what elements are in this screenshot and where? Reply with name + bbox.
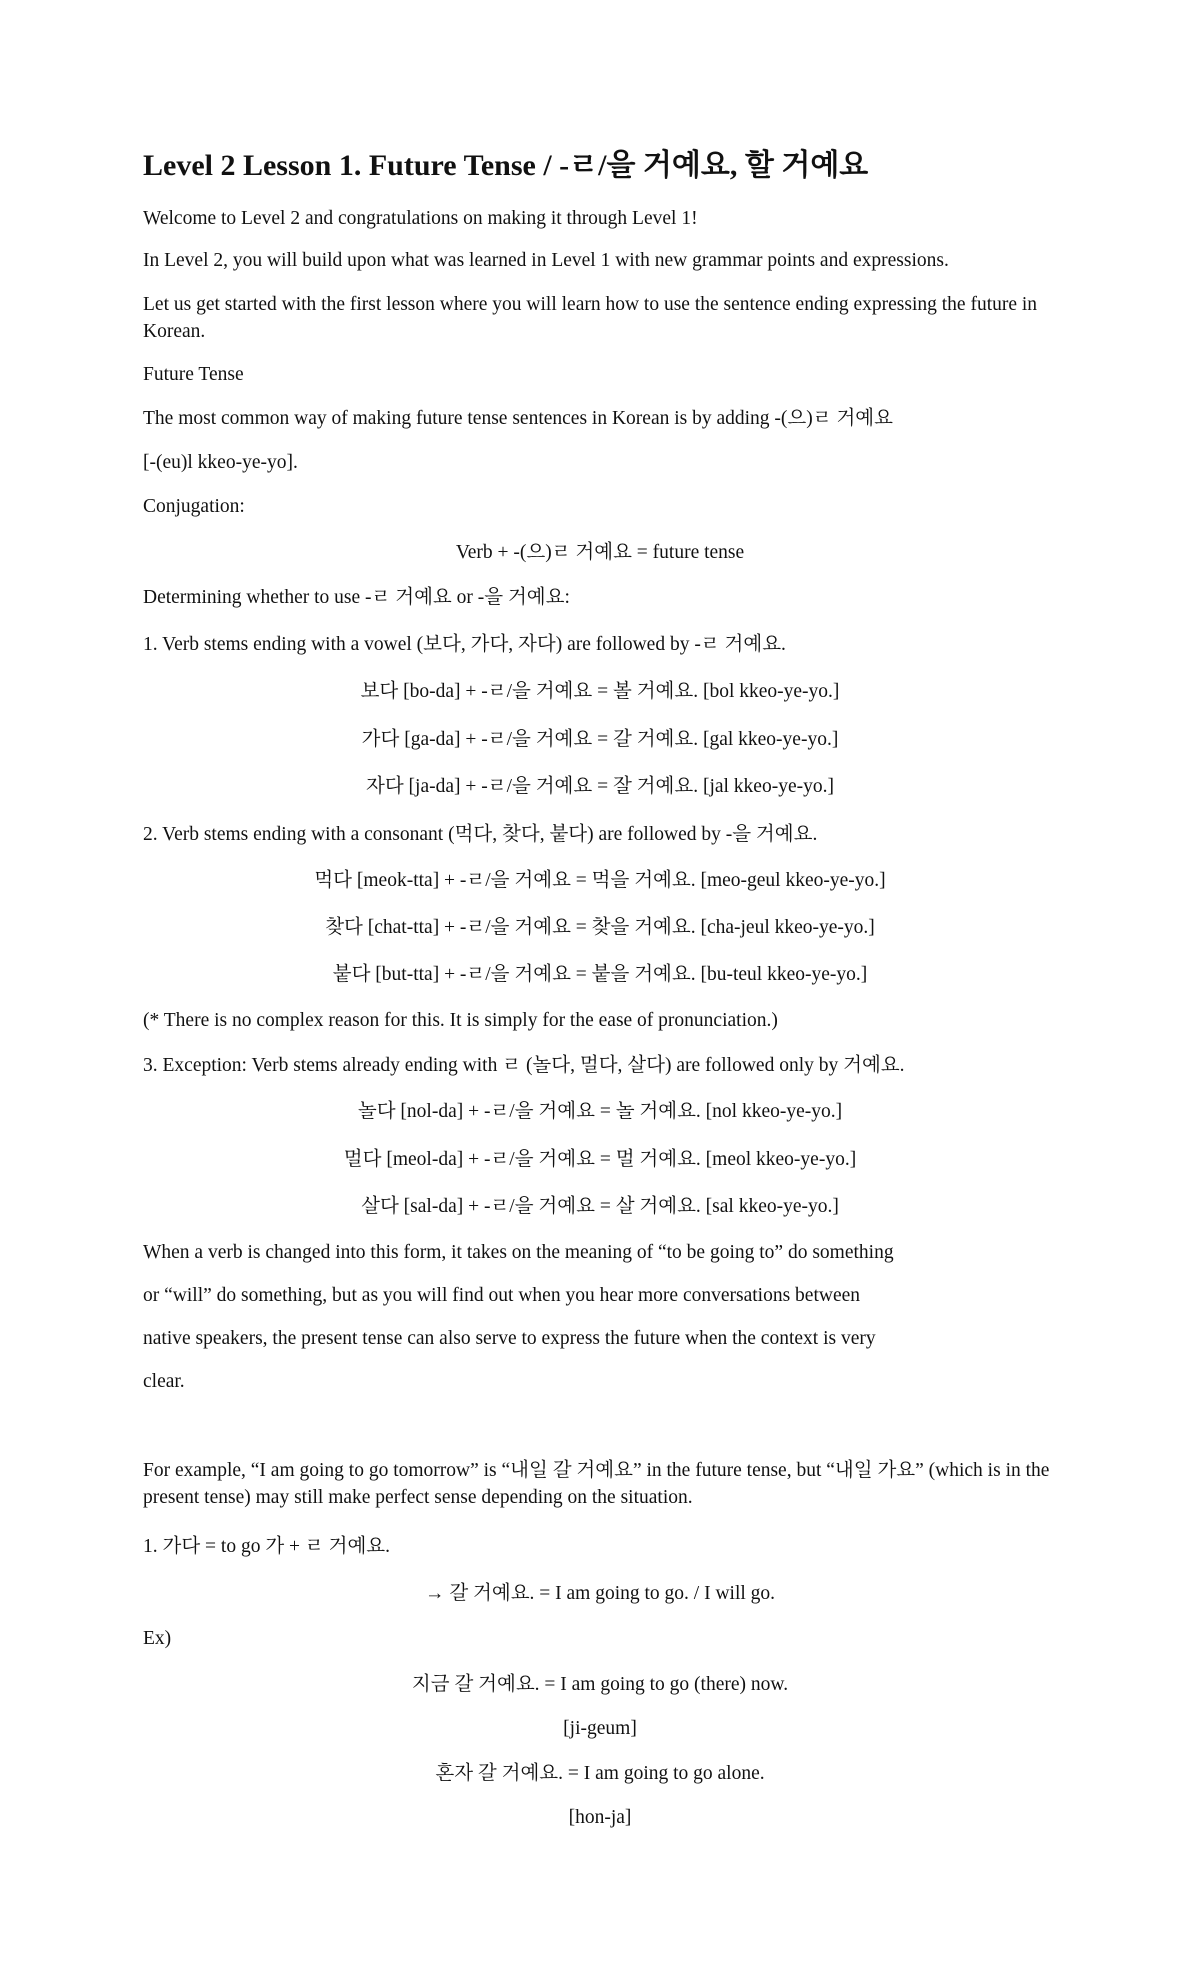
example-1-result: → 갈 거예요. = I am going to go. / I will go. xyxy=(424,1583,776,1604)
rule-1-example: 보다 [bo-da] + -ㄹ/을 거예요 = 볼 거예요. [bol kkeo-ye-yo.] xyxy=(360,681,840,702)
lesson-title: Level 2 Lesson 1. Future Tense / -ㄹ/을 거예요, 할 거예요 xyxy=(143,149,869,182)
rule-3-example: 살다 [sal-da] + -ㄹ/을 거예요 = 살 거예요. [sal kkeo-ye-yo.] xyxy=(361,1196,839,1217)
example-1-heading: 1. 가다 = to go 가 + ㄹ 거예요. xyxy=(143,1536,391,1557)
rule-1-text: 1. Verb stems ending with a vowel (보다, 가다, 자다) are followed by -ㄹ 거예요. xyxy=(143,634,786,655)
explanation-line-2: [-(eu)l kkeo-ye-yo]. xyxy=(143,452,298,473)
meaning-line: or “will” do something, but as you will find out when you hear more conversations between xyxy=(143,1285,861,1306)
for-example-paragraph: For example, “I am going to go tomorrow” is “내일 갈 거예요” in the future tense, but “내일 가요” (which is in the present tense) may still make perfect sense depending on the situation. xyxy=(143,1460,1050,1508)
section-heading: Future Tense xyxy=(143,364,244,385)
ex-label: Ex) xyxy=(143,1628,172,1649)
intro-paragraph-2: In Level 2, you will build upon what was learned in Level 1 with new grammar points and expressions. xyxy=(143,250,949,271)
future-tense-formula: Verb + -(으)ㄹ 거예요 = future tense xyxy=(455,542,745,563)
example-sentence: 혼자 갈 거예요. = I am going to go alone. xyxy=(435,1763,765,1784)
intro-paragraph-3: Let us get started with the first lesson where you will learn how to use the sentence ending expressing the future in Korean. xyxy=(143,294,1038,342)
example-sentence: 지금 갈 거예요. = I am going to go (there) now. xyxy=(411,1674,789,1695)
rule-2-text: 2. Verb stems ending with a consonant (먹다, 찾다, 붙다) are followed by -을 거예요. xyxy=(143,824,818,845)
meaning-line: native speakers, the present tense can also serve to express the future when the context is very xyxy=(143,1328,876,1349)
rule-2-example: 붙다 [but-tta] + -ㄹ/을 거예요 = 붙을 거예요. [bu-teul kkeo-ye-yo.] xyxy=(332,964,868,985)
intro-paragraph-1: Welcome to Level 2 and congratulations on making it through Level 1! xyxy=(143,208,698,229)
explanation-line-1: The most common way of making future tense sentences in Korean is by adding -(으)ㄹ 거예요 xyxy=(143,408,893,429)
conjugation-label: Conjugation: xyxy=(143,496,245,517)
meaning-line: clear. xyxy=(143,1371,185,1392)
rule-1-example: 가다 [ga-da] + -ㄹ/을 거예요 = 갈 거예요. [gal kkeo-ye-yo.] xyxy=(361,729,839,750)
pronunciation-note: (* There is no complex reason for this. It is simply for the ease of pronunciation.) xyxy=(143,1010,778,1031)
meaning-line: When a verb is changed into this form, it takes on the meaning of “to be going to” do something xyxy=(143,1242,894,1263)
rule-3-text: 3. Exception: Verb stems already ending with ㄹ (놀다, 멀다, 살다) are followed only by 거예요. xyxy=(143,1055,905,1076)
example-romanization: [ji-geum] xyxy=(563,1718,637,1739)
determining-line: Determining whether to use -ㄹ 거예요 or -을 거예요: xyxy=(143,587,570,608)
rule-3-example: 멀다 [meol-da] + -ㄹ/을 거예요 = 멀 거예요. [meol kkeo-ye-yo.] xyxy=(343,1149,857,1170)
example-romanization: [hon-ja] xyxy=(568,1807,632,1828)
rule-1-example: 자다 [ja-da] + -ㄹ/을 거예요 = 잘 거예요. [jal kkeo-ye-yo.] xyxy=(366,776,834,797)
rule-2-example: 먹다 [meok-tta] + -ㄹ/을 거예요 = 먹을 거예요. [meo-geul kkeo-ye-yo.] xyxy=(314,870,886,891)
rule-2-example: 찾다 [chat-tta] + -ㄹ/을 거예요 = 찾을 거예요. [cha-jeul kkeo-ye-yo.] xyxy=(325,917,875,938)
rule-3-example: 놀다 [nol-da] + -ㄹ/을 거예요 = 놀 거예요. [nol kkeo-ye-yo.] xyxy=(357,1101,843,1122)
